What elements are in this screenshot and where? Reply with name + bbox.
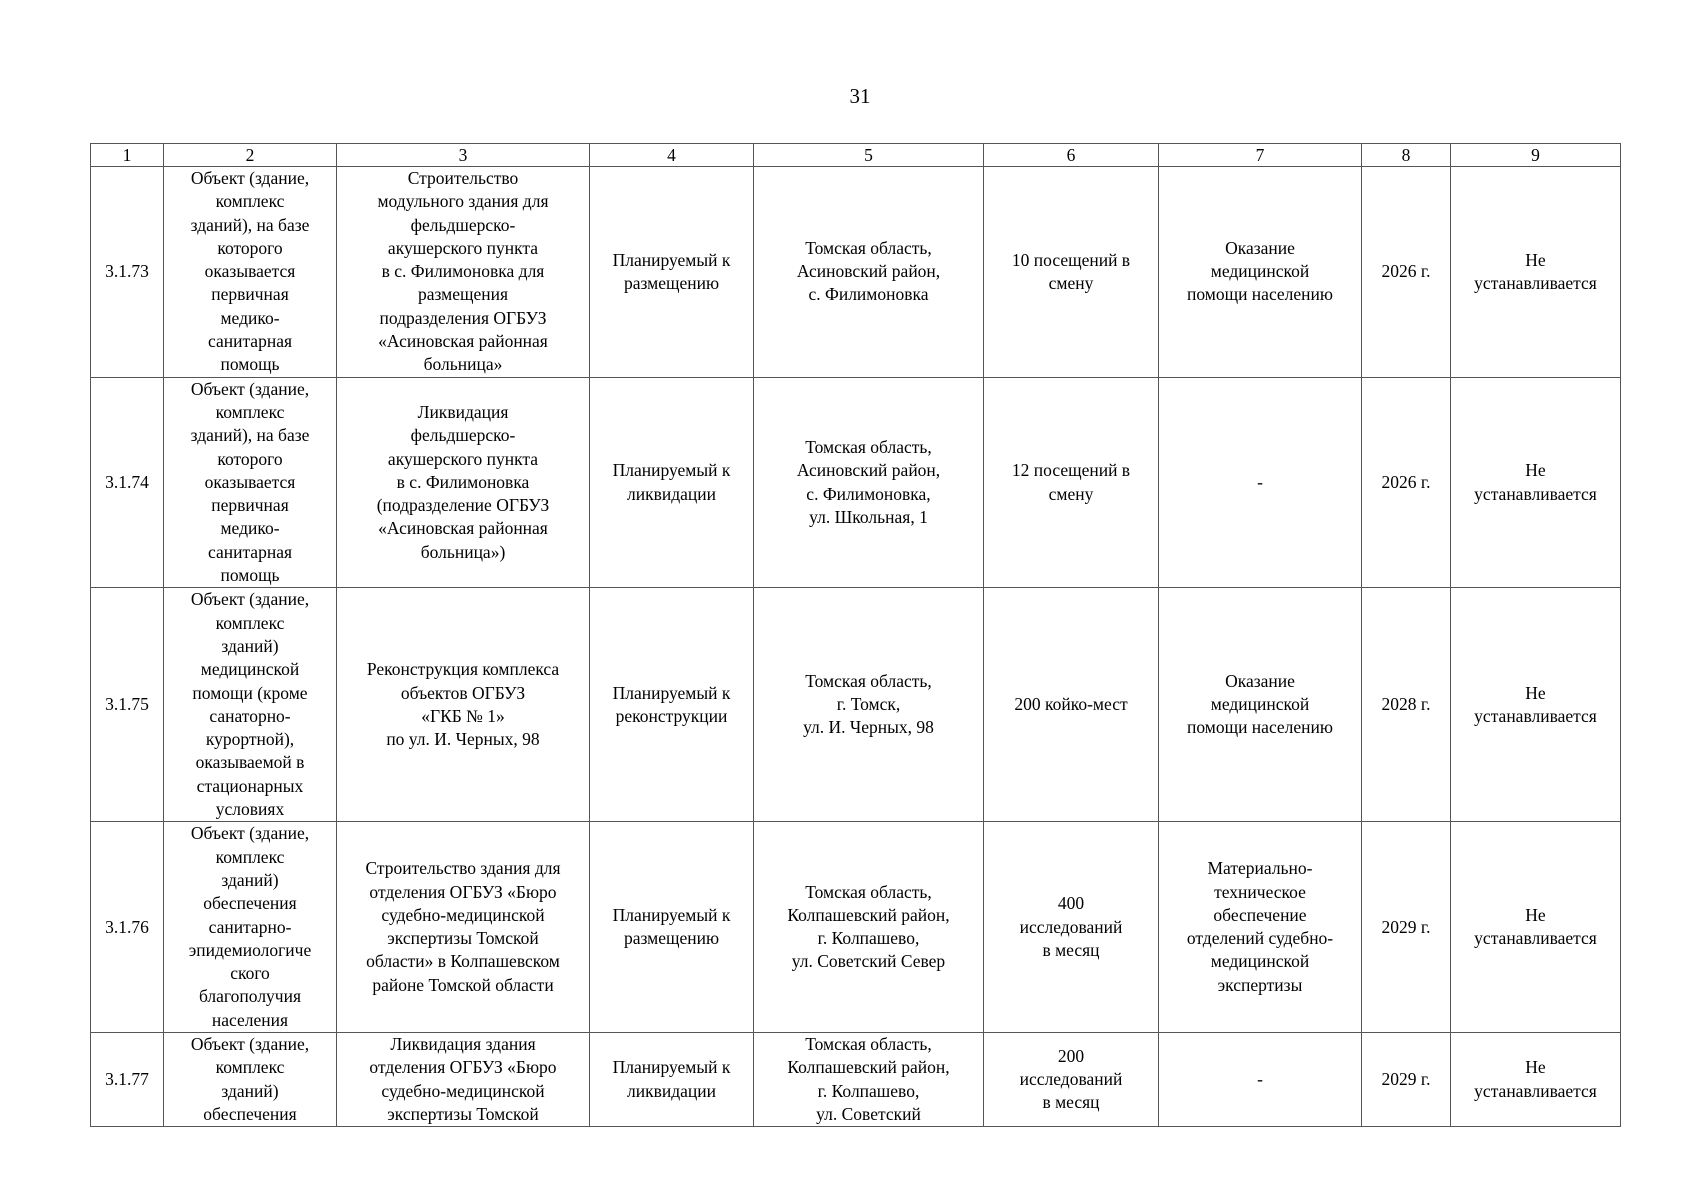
capacity-cell: 200 исследований в месяц [984, 1032, 1159, 1126]
zone-cell: Не устанавливается [1451, 377, 1621, 588]
zone-cell: Не устанавливается [1451, 588, 1621, 822]
table-row [91, 377, 1621, 588]
object-name-cell: Реконструкция комплекса объектов ОГБУЗ «ГКБ № 1» по ул. И. Черных, 98 [337, 588, 590, 822]
column-header: 3 [337, 144, 590, 167]
year-cell: 2029 г. [1362, 822, 1451, 1033]
purpose-cell: Оказание медицинской помощи населению [1159, 167, 1362, 378]
column-header: 5 [754, 144, 984, 167]
object-name-cell: Строительство модульного здания для фельдшерско- акушерского пункта в с. Филимоновка для размещения подразделения ОГБУЗ «Асиновская районная больница» [337, 167, 590, 378]
capacity-cell: 10 посещений в смену [984, 167, 1159, 378]
table-row [91, 167, 1621, 378]
year-cell: 2026 г. [1362, 377, 1451, 588]
column-header: 8 [1362, 144, 1451, 167]
objects-table [90, 143, 1621, 1127]
purpose-cell: - [1159, 377, 1362, 588]
capacity-cell: 400 исследований в месяц [984, 822, 1159, 1033]
table-row [91, 588, 1621, 822]
column-header: 2 [164, 144, 337, 167]
header-row [91, 144, 1621, 167]
column-header: 9 [1451, 144, 1621, 167]
row-number-cell: 3.1.77 [91, 1032, 164, 1126]
location-cell: Томская область, Колпашевский район, г. Колпашево, ул. Советский Север [754, 822, 984, 1033]
year-cell: 2029 г. [1362, 1032, 1451, 1126]
status-cell: Планируемый к реконструкции [590, 588, 754, 822]
purpose-cell: Материально- техническое обеспечение отделений судебно- медицинской экспертизы [1159, 822, 1362, 1033]
object-type-cell: Объект (здание, комплекс зданий) обеспечения санитарно- эпидемиологиче ского благополучия населения [164, 822, 337, 1033]
row-number-cell: 3.1.74 [91, 377, 164, 588]
year-cell: 2028 г. [1362, 588, 1451, 822]
table-row [91, 822, 1621, 1033]
location-cell: Томская область, Асиновский район, с. Филимоновка, ул. Школьная, 1 [754, 377, 984, 588]
location-cell: Томская область, Колпашевский район, г. Колпашево, ул. Советский [754, 1032, 984, 1126]
object-type-cell: Объект (здание, комплекс зданий), на базе которого оказывается первичная медико- санитарная помощь [164, 167, 337, 378]
location-cell: Томская область, г. Томск, ул. И. Черных, 98 [754, 588, 984, 822]
object-name-cell: Ликвидация фельдшерско- акушерского пункта в с. Филимоновка (подразделение ОГБУЗ «Асиновская районная больница») [337, 377, 590, 588]
row-number-cell: 3.1.76 [91, 822, 164, 1033]
status-cell: Планируемый к размещению [590, 822, 754, 1033]
year-cell: 2026 г. [1362, 167, 1451, 378]
page-number: 31 [849, 84, 871, 108]
row-number-cell: 3.1.73 [91, 167, 164, 378]
zone-cell: Не устанавливается [1451, 1032, 1621, 1126]
purpose-cell: Оказание медицинской помощи населению [1159, 588, 1362, 822]
zone-cell: Не устанавливается [1451, 822, 1621, 1033]
location-cell: Томская область, Асиновский район, с. Филимоновка [754, 167, 984, 378]
column-header: 1 [91, 144, 164, 167]
status-cell: Планируемый к ликвидации [590, 377, 754, 588]
object-type-cell: Объект (здание, комплекс зданий), на базе которого оказывается первичная медико- санитарная помощь [164, 377, 337, 588]
zone-cell: Не устанавливается [1451, 167, 1621, 378]
column-header: 7 [1159, 144, 1362, 167]
object-name-cell: Ликвидация здания отделения ОГБУЗ «Бюро судебно-медицинской экспертизы Томской [337, 1032, 590, 1126]
object-type-cell: Объект (здание, комплекс зданий) медицинской помощи (кроме санаторно- курортной), оказываемой в стационарных условиях [164, 588, 337, 822]
capacity-cell: 12 посещений в смену [984, 377, 1159, 588]
column-header: 4 [590, 144, 754, 167]
status-cell: Планируемый к ликвидации [590, 1032, 754, 1126]
status-cell: Планируемый к размещению [590, 167, 754, 378]
row-number-cell: 3.1.75 [91, 588, 164, 822]
capacity-cell: 200 койко-мест [984, 588, 1159, 822]
column-header: 6 [984, 144, 1159, 167]
object-type-cell: Объект (здание, комплекс зданий) обеспечения [164, 1032, 337, 1126]
table-row [91, 1032, 1621, 1126]
object-name-cell: Строительство здания для отделения ОГБУЗ «Бюро судебно-медицинской экспертизы Томской области» в Колпашевском районе Томской области [337, 822, 590, 1033]
purpose-cell: - [1159, 1032, 1362, 1126]
